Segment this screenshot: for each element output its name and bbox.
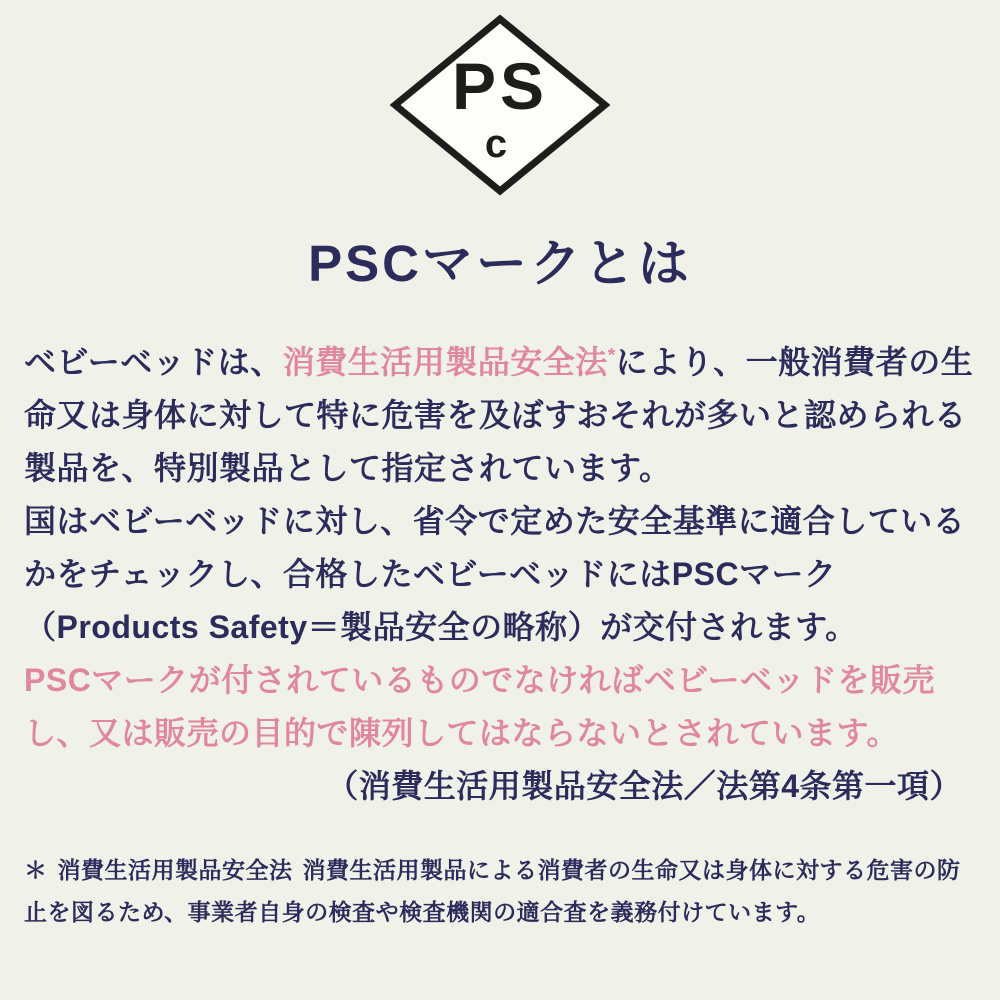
psc-logo-sub-letter: c (484, 122, 508, 166)
footnote-marker: ＊ (24, 857, 48, 883)
psc-logo (0, 0, 1000, 196)
psc-diamond-icon (390, 14, 610, 196)
page-title: PSCマークとは (308, 235, 692, 292)
law-citation: （消費生活用製品安全法／法第4条第一項） (326, 768, 962, 804)
footnote-term: 消費生活用製品安全法 (57, 857, 293, 883)
paragraph-psc-definition (24, 336, 976, 495)
p1-law-highlight: 消費生活用製品安全法 (282, 344, 608, 380)
p1-lead-text: ベビーベッドは、 (24, 344, 283, 380)
psc-logo-main-letters: PS (451, 49, 549, 123)
footnote-description: 消費生活用製品による消費者の生命又は身体に対する危害の防止を図るため、事業者自身の検査や検査機関の適合査を義務付けています。 (24, 857, 961, 925)
footnote (24, 849, 976, 933)
paragraph-sales-restriction: PSCマークが付されているものでなければベビーベッドを販売し、又は販売の目的で陳列してはならないとされています。 (24, 662, 936, 751)
body-text (24, 336, 976, 813)
footnote-reference-asterisk: * (607, 345, 616, 367)
paragraph-inspection: 国はベビーベッドに対し、省令で定めた安全基準に適合しているかをチェックし、合格したベビーベッドにはPSCマーク（Products Safety＝製品安全の略称）が交付されます。 (24, 503, 966, 645)
p1-rest-text: により、一般消費者の生命又は身体に対して特に危害を及ぼすおそれが多いと認められる製品を、特別製品として指定されています。 (24, 344, 974, 486)
